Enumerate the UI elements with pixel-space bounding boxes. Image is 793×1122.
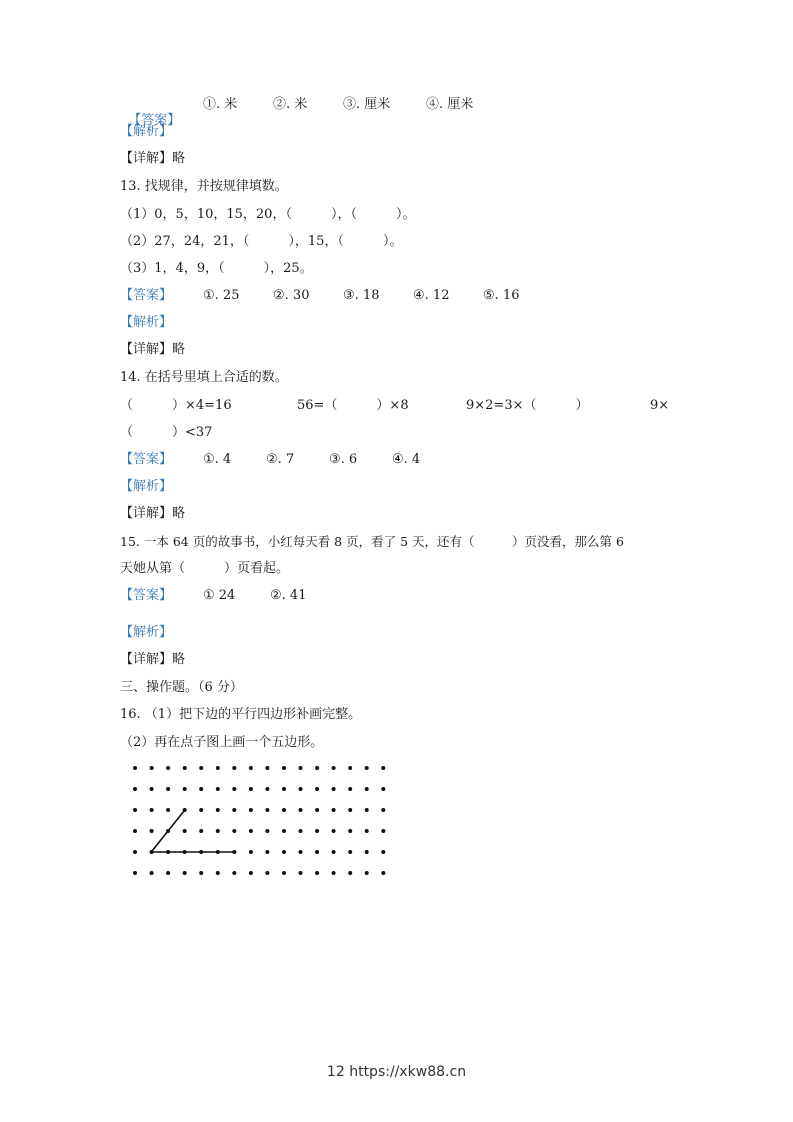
grid-dot: [265, 871, 269, 875]
grid-dot: [332, 871, 336, 875]
footer-url: https://xkw88.cn: [349, 1064, 467, 1080]
grid-dot: [265, 850, 269, 854]
grid-dot: [365, 808, 369, 812]
grid-dot: [232, 787, 236, 791]
page-number: 12: [326, 1064, 345, 1080]
q13-line-2: （2）27，24，21，（ ），15，（ ）。: [120, 234, 403, 249]
grid-dot: [282, 871, 286, 875]
grid-dot: [365, 871, 369, 875]
grid-dot: [183, 829, 187, 833]
grid-dot: [381, 766, 385, 770]
grid-dot: [199, 808, 203, 812]
detail-label: 【详解】: [120, 652, 173, 667]
grid-dot: [348, 871, 352, 875]
q13-answer-2: ②. 30: [273, 288, 310, 303]
grid-dot: [381, 850, 385, 854]
detail-text: 略: [172, 506, 186, 521]
grid-dot: [282, 787, 286, 791]
q14-item-1: （ ）×4=16: [120, 398, 232, 413]
grid-dot: [282, 766, 286, 770]
grid-dot: [299, 808, 303, 812]
grid-dot: [133, 787, 137, 791]
grid-dot: [348, 787, 352, 791]
q13-detail-row: [120, 342, 185, 358]
grid-dot: [150, 766, 154, 770]
grid-dot: [232, 829, 236, 833]
grid-dot: [249, 766, 253, 770]
prev-answer-1: ①. 米: [203, 97, 238, 112]
detail-text: 略: [172, 151, 186, 166]
grid-dot: [133, 766, 137, 770]
grid-dot: [166, 787, 170, 791]
grid-dot: [332, 787, 336, 791]
grid-dot: [166, 871, 170, 875]
grid-dot: [249, 808, 253, 812]
q14-answer-4: ④. 4: [392, 452, 421, 467]
grid-dot: [332, 850, 336, 854]
prev-answer-3: ③. 厘米: [343, 97, 391, 112]
detail-label: 【详解】: [120, 342, 173, 357]
q14-detail-row: [120, 506, 185, 522]
q15-answer-1: ① 24: [203, 588, 236, 603]
grid-dot: [299, 766, 303, 770]
grid-dot: [133, 829, 137, 833]
detail-text: 略: [172, 342, 186, 357]
grid-dot: [150, 808, 154, 812]
q13-answer-5: ⑤. 16: [483, 288, 520, 303]
q15-answer-2: ②. 41: [270, 588, 307, 603]
q16-sub2: （2）再在点子图上画一个五边形。: [120, 735, 324, 750]
grid-dot: [216, 871, 220, 875]
grid-dot: [365, 829, 369, 833]
q14-item-2: 56=（ ）×8: [297, 398, 409, 413]
grid-dot: [299, 871, 303, 875]
q14-item-4: 9×: [650, 398, 670, 413]
grid-dot: [249, 829, 253, 833]
grid-dot: [150, 829, 154, 833]
grid-dot: [249, 871, 253, 875]
grid-dot: [199, 787, 203, 791]
grid-dot: [315, 787, 319, 791]
grid-dot: [216, 808, 220, 812]
grid-dot: [199, 871, 203, 875]
grid-dot: [249, 850, 253, 854]
grid-dot: [166, 766, 170, 770]
grid-dot: [365, 850, 369, 854]
grid-dot: [365, 766, 369, 770]
q13-analysis-label: 【解析】: [120, 315, 173, 330]
q13-line-3: （3）1，4，9，（ ），25。: [120, 261, 313, 276]
grid-dot: [315, 850, 319, 854]
grid-dot: [249, 787, 253, 791]
parallelogram-left-side: [151, 810, 185, 852]
q15-detail-row: [120, 652, 185, 668]
prev-detail-row: [120, 151, 185, 167]
answer-label: 【答案】: [128, 113, 181, 128]
detail-text: 略: [172, 652, 186, 667]
q14-wrap: （ ）<37: [120, 425, 213, 440]
prev-answer-2: ②. 米: [273, 97, 308, 112]
q16-stem: 16. （1）把下边的平行四边形补画完整。: [120, 707, 362, 722]
q13-stem: 13. 找规律，并按规律填数。: [120, 179, 288, 194]
section3-title: 三、操作题。（6 分）: [120, 680, 243, 695]
grid-dots: [133, 766, 385, 875]
grid-dot: [315, 766, 319, 770]
grid-dot: [265, 808, 269, 812]
detail-label: 【详解】: [120, 506, 173, 521]
grid-dot: [348, 808, 352, 812]
q14-answer-2: ②. 7: [266, 452, 295, 467]
grid-dot: [232, 808, 236, 812]
grid-dot: [381, 787, 385, 791]
q14-analysis-label: 【解析】: [120, 479, 173, 494]
q15-analysis-label: 【解析】: [120, 625, 173, 640]
page-footer: [0, 1064, 793, 1080]
grid-dot: [183, 766, 187, 770]
grid-dot: [265, 787, 269, 791]
grid-dot: [315, 829, 319, 833]
grid-dot: [133, 871, 137, 875]
grid-dot: [150, 787, 154, 791]
grid-dot: [282, 808, 286, 812]
grid-dot: [216, 787, 220, 791]
q14-item-3: 9×2=3×（ ）: [466, 398, 589, 413]
dot-grid: [125, 760, 405, 885]
q13-line-1: （1）0，5，10，15，20，（ ），（ ）。: [120, 207, 416, 222]
grid-dot: [265, 766, 269, 770]
grid-dot: [232, 871, 236, 875]
grid-dot: [133, 850, 137, 854]
grid-dot: [299, 829, 303, 833]
q14-answer-label: 【答案】: [120, 452, 173, 467]
grid-dot: [232, 766, 236, 770]
grid-dot: [265, 829, 269, 833]
grid-dot: [166, 808, 170, 812]
grid-dot: [133, 808, 137, 812]
q14-answer-3: ③. 6: [329, 452, 358, 467]
grid-dot: [381, 871, 385, 875]
q13-answer-3: ③. 18: [343, 288, 380, 303]
grid-dot: [216, 766, 220, 770]
q13-answer-4: ④. 12: [413, 288, 450, 303]
grid-dot: [299, 787, 303, 791]
q15-answer-label: 【答案】: [120, 588, 173, 603]
grid-dot: [348, 766, 352, 770]
q13-answer-1: ①. 25: [203, 288, 240, 303]
q14-stem: 14. 在括号里填上合适的数。: [120, 370, 288, 385]
grid-dot: [332, 766, 336, 770]
prev-answer-4: ④. 厘米: [426, 97, 474, 112]
grid-dot: [199, 829, 203, 833]
grid-dot: [150, 871, 154, 875]
grid-dot: [315, 871, 319, 875]
q13-answer-label: 【答案】: [120, 288, 173, 303]
grid-dot: [348, 829, 352, 833]
grid-dot: [216, 829, 220, 833]
grid-dot: [332, 808, 336, 812]
q14-answer-1: ①. 4: [203, 452, 232, 467]
prev-analysis-label: 【解析】: [120, 124, 173, 139]
grid-dot: [365, 787, 369, 791]
grid-dot: [282, 829, 286, 833]
grid-dot: [332, 829, 336, 833]
grid-dot: [299, 850, 303, 854]
q15-line-1: 15. 一本 64 页的故事书，小红每天看 8 页，看了 5 天，还有（ ）页没看，那么第 6: [120, 534, 624, 549]
grid-dot: [381, 808, 385, 812]
grid-dot: [315, 808, 319, 812]
grid-dot: [282, 850, 286, 854]
grid-dot: [381, 829, 385, 833]
q15-line-2: 天她从第（ ）页看起。: [120, 561, 290, 576]
grid-dot: [183, 871, 187, 875]
grid-dot: [183, 787, 187, 791]
detail-label: 【详解】: [120, 151, 173, 166]
grid-dot: [348, 850, 352, 854]
grid-dot: [199, 766, 203, 770]
